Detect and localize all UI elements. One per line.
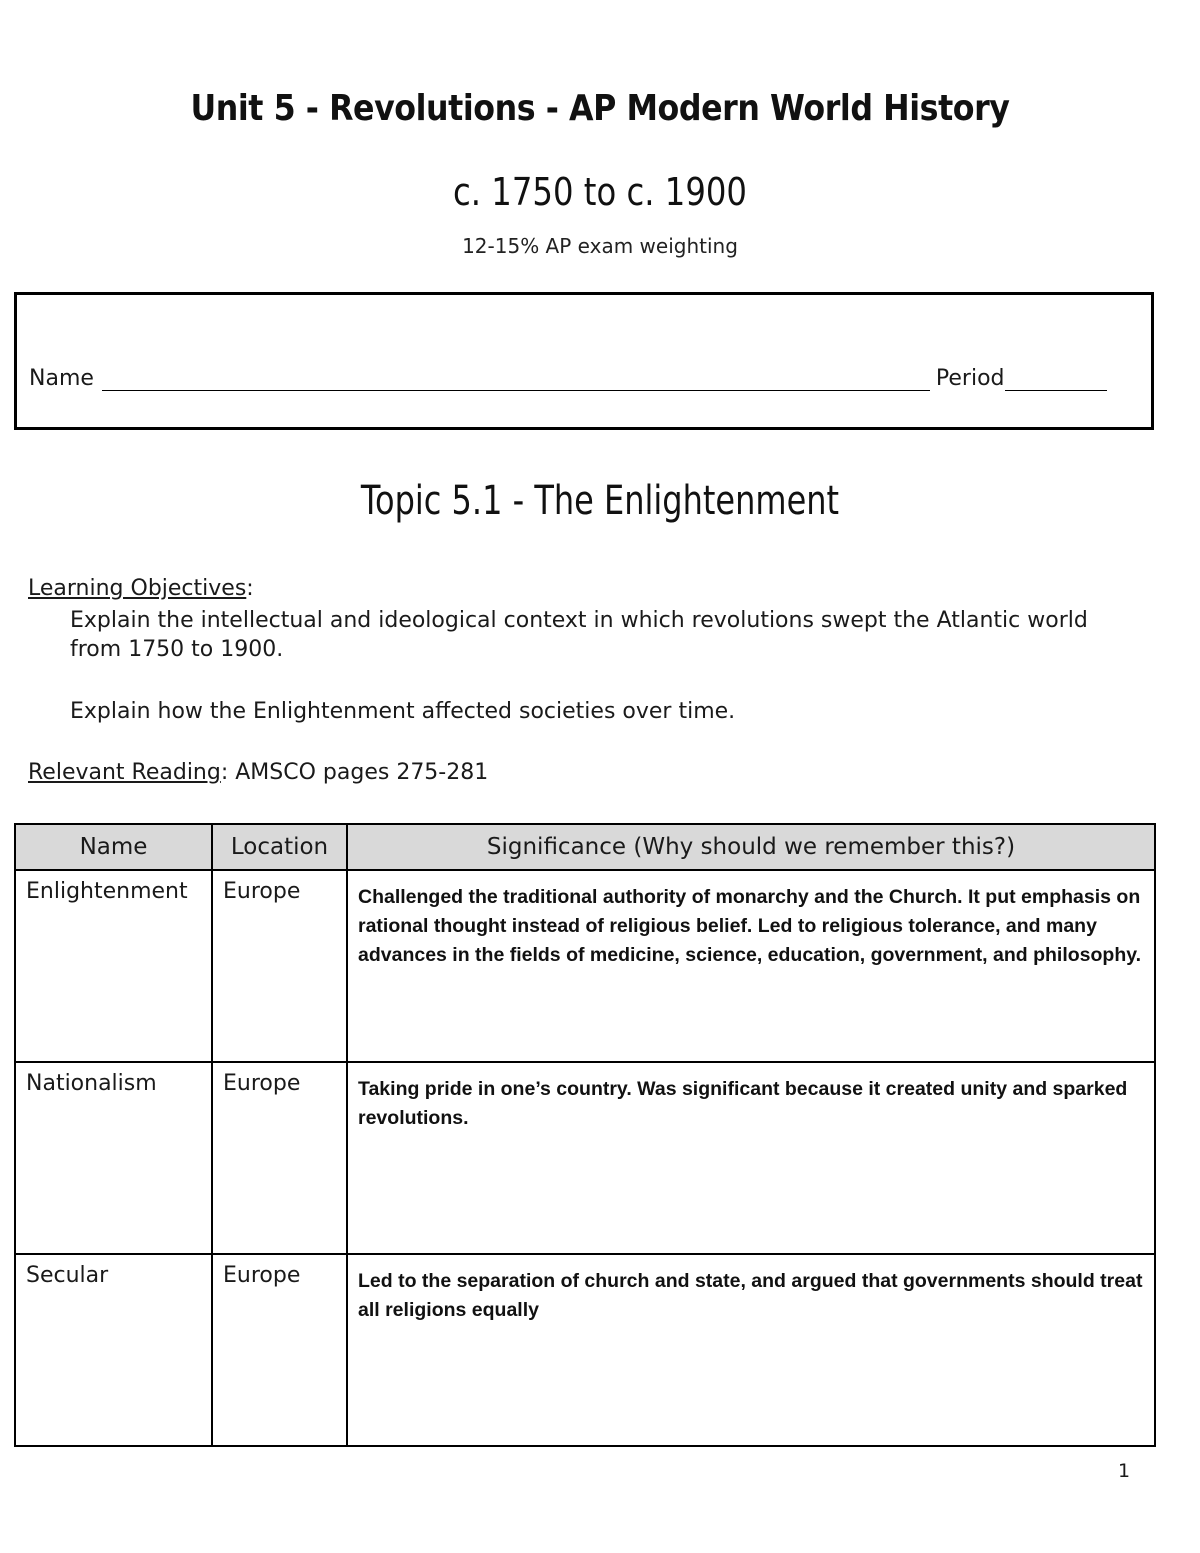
column-header-name: Name bbox=[15, 824, 212, 870]
name-field[interactable] bbox=[102, 368, 930, 391]
table-row bbox=[15, 1254, 1155, 1446]
learning-objectives-label: Learning Objectives bbox=[28, 576, 247, 601]
cell-name: Enlightenment bbox=[15, 870, 212, 1062]
learning-objective-2: Explain how the Enlightenment affected societies over time. bbox=[70, 699, 736, 724]
cell-location: Europe bbox=[212, 1254, 347, 1446]
significance-table bbox=[14, 823, 1156, 1447]
relevant-reading bbox=[28, 760, 488, 785]
relevant-reading-text: : AMSCO pages 275-281 bbox=[220, 760, 489, 785]
name-label: Name bbox=[29, 366, 94, 391]
unit-title: Unit 5 - Revolutions - AP Modern World History bbox=[190, 88, 1010, 129]
cell-location: Europe bbox=[212, 1062, 347, 1254]
column-header-significance: Significance (Why should we remember this?) bbox=[347, 824, 1155, 870]
name-period-box bbox=[14, 292, 1154, 430]
period-label: Period bbox=[935, 366, 1005, 391]
name-period-row bbox=[29, 361, 1119, 391]
cell-name: Secular bbox=[15, 1254, 212, 1446]
topic-title: Topic 5.1 - The Enlightenment bbox=[360, 478, 840, 524]
table-header-row bbox=[15, 824, 1155, 870]
cell-significance[interactable]: Taking pride in one’s country. Was significant because it created unity and sparked revolutions. bbox=[347, 1062, 1155, 1254]
relevant-reading-label: Relevant Reading bbox=[28, 760, 221, 785]
column-header-location: Location bbox=[212, 824, 347, 870]
table-row bbox=[15, 1062, 1155, 1254]
table-row bbox=[15, 870, 1155, 1062]
period-field[interactable] bbox=[1005, 368, 1107, 391]
cell-name: Nationalism bbox=[15, 1062, 212, 1254]
cell-location: Europe bbox=[212, 870, 347, 1062]
cell-significance[interactable]: Led to the separation of church and state, and argued that governments should treat all religions equally bbox=[347, 1254, 1155, 1446]
cell-significance[interactable]: Challenged the traditional authority of monarchy and the Church. It put emphasis on rational thought instead of religious belief. Led to religious tolerance, and many advances in the fields of medicine, science, education, government, and philosophy. bbox=[347, 870, 1155, 1062]
learning-objectives-heading: Learning Objectives: bbox=[28, 576, 254, 601]
learning-objective-1: Explain the intellectual and ideological context in which revolutions swept the Atlantic world from 1750 to 1900. bbox=[70, 608, 1088, 662]
page-number: 1 bbox=[1118, 1460, 1131, 1482]
date-range: c. 1750 to c. 1900 bbox=[453, 170, 747, 214]
exam-weighting: 12-15% AP exam weighting bbox=[462, 234, 738, 258]
